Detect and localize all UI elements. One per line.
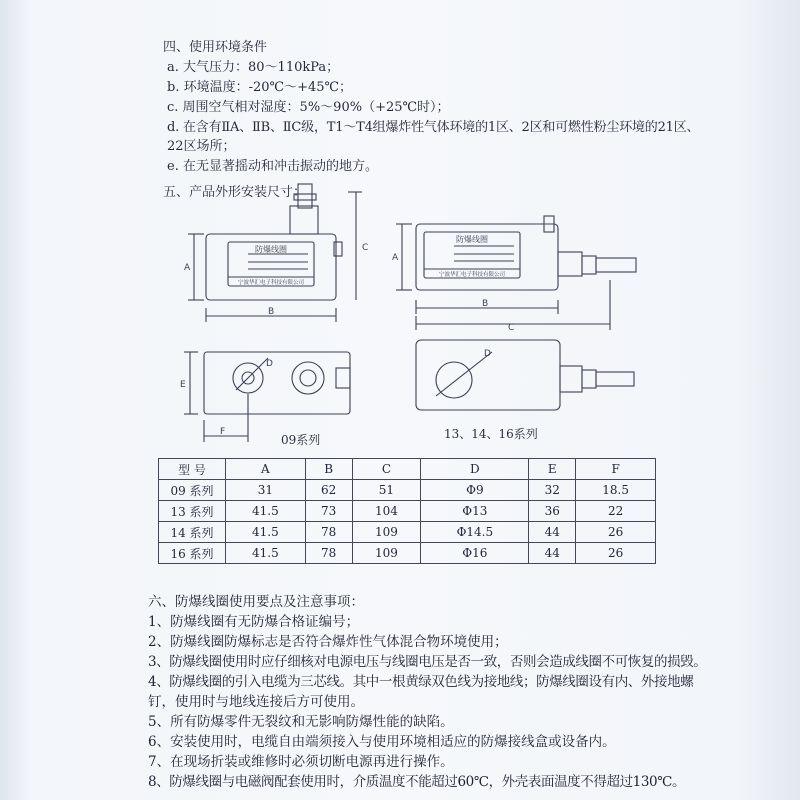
table-cell: 41.5: [226, 522, 306, 543]
dimension-table: [158, 458, 656, 564]
env-item-a: a. 大气压力：80～110kPa；: [167, 60, 340, 75]
table-cell: 109: [352, 543, 421, 564]
caption-09-series: 09系列: [281, 433, 321, 447]
coil-13-front-view: [396, 216, 636, 330]
table-cell: 41.5: [226, 543, 306, 564]
usage-heading: 六、防爆线圈使用要点及注意事项：: [148, 594, 364, 610]
usage-item-8: 8、防爆线圈与电磁阀配套使用时，介质温度不能超过60℃，外壳表面温度不得超过130℃。: [148, 774, 686, 790]
usage-item-4-cont: 钉，使用时与地线连接后方可使用。: [148, 694, 364, 710]
usage-item-5: 5、所有防爆零件无裂纹和无影响防爆性能的缺陷。: [148, 714, 454, 730]
table-cell: 104: [352, 501, 421, 522]
table-row: [159, 480, 656, 501]
nameplate-09-company: 宁波华汇电子科技有限公司: [237, 280, 305, 286]
dim-label-b-09: B: [268, 307, 275, 317]
dims-heading: 五、产品外形安装尺寸：: [163, 185, 307, 200]
dim-label-d-09: D: [266, 359, 273, 369]
usage-item-3: 3、防爆线圈使用时应仔细核对电源电压与线圈电压是否一致，否则会造成线圈不可恢复的损毁。: [148, 654, 707, 670]
usage-item-7: 7、在现场折装或维修时必须切断电源再进行操作。: [148, 754, 454, 770]
env-item-e: e. 在无显著摇动和冲击振动的地方。: [167, 159, 378, 174]
usage-item-4: 4、防爆线圈的引入电缆为三芯线。其中一根黄绿双色线为接地线；防爆线圈设有内、外接地螺: [148, 674, 694, 690]
table-cell: 16 系列: [159, 543, 226, 564]
table-cell: 44: [529, 543, 576, 564]
coil-13-top-view: [416, 340, 634, 410]
dim-label-c-09: C: [362, 243, 369, 253]
nameplate-13-title: 防爆线圈: [456, 235, 488, 244]
dim-label-f-09: F: [220, 427, 226, 437]
table-cell: Φ16: [421, 543, 529, 564]
usage-item-2: 2、防爆线圈防爆标志是否符合爆炸性气体混合物环境使用；: [148, 634, 508, 650]
usage-item-6: 6、安装使用时，电缆自由端须接入与使用环境相适应的防爆接线盒或设备内。: [148, 734, 616, 750]
table-row: [159, 522, 656, 543]
dim-label-a-13: A: [392, 253, 399, 263]
env-item-d-cont: 22区场所；: [167, 139, 236, 154]
dimension-drawing: [170, 176, 640, 456]
table-header-cell: E: [529, 459, 576, 480]
table-cell: 09 系列: [159, 480, 226, 501]
table-header-cell: F: [576, 459, 656, 480]
nameplate-09-title: 防爆线圈: [255, 245, 287, 254]
table-cell: 26: [576, 543, 656, 564]
table-cell: 36: [529, 501, 576, 522]
table-cell: 32: [529, 480, 576, 501]
table-cell: 78: [305, 543, 352, 564]
table-cell: 62: [305, 480, 352, 501]
table-cell: Φ14.5: [421, 522, 529, 543]
table-header-row: [159, 459, 656, 480]
table-cell: 51: [352, 480, 421, 501]
table-cell: 41.5: [226, 501, 306, 522]
table-cell: 13 系列: [159, 501, 226, 522]
table-cell: 14 系列: [159, 522, 226, 543]
dim-label-e-09: E: [180, 380, 186, 390]
table-cell: Φ9: [421, 480, 529, 501]
table-cell: 78: [305, 522, 352, 543]
table-cell: Φ13: [421, 501, 529, 522]
table-cell: 73: [305, 501, 352, 522]
table-cell: 26: [576, 522, 656, 543]
dim-label-d-13: D: [484, 349, 491, 359]
table-header-cell: 型 号: [159, 459, 226, 480]
dim-label-b-13: B: [482, 299, 489, 309]
table-cell: 31: [226, 480, 306, 501]
env-item-c: c. 周围空气相对湿度：5%～90%（+25℃时）；: [167, 100, 450, 115]
table-header-cell: D: [421, 459, 529, 480]
env-item-b: b. 环境温度：-20℃～+45℃；: [167, 80, 353, 95]
table-header-cell: A: [226, 459, 306, 480]
table-header-cell: C: [352, 459, 421, 480]
table-row: [159, 543, 656, 564]
table-cell: 18.5: [576, 480, 656, 501]
table-row: [159, 501, 656, 522]
dim-label-c-13: C: [508, 323, 515, 333]
table-cell: 22: [576, 501, 656, 522]
caption-13-14-16-series: 13、14、16系列: [444, 427, 538, 441]
dim-label-a-09: A: [184, 263, 191, 273]
env-heading: 四、使用环境条件: [163, 40, 268, 55]
table-cell: 109: [352, 522, 421, 543]
table-cell: 44: [529, 522, 576, 543]
nameplate-13-company: 宁波华汇电子科技有限公司: [438, 272, 506, 278]
table-header-cell: B: [305, 459, 352, 480]
env-item-d: d. 在含有ⅡA、ⅡB、ⅡC级，T1～T4组爆炸性气体环境的1区、2区和可燃性粉尘环境的21区、: [167, 120, 700, 135]
usage-item-1: 1、防爆线圈有无防爆合格证编号；: [148, 614, 360, 630]
